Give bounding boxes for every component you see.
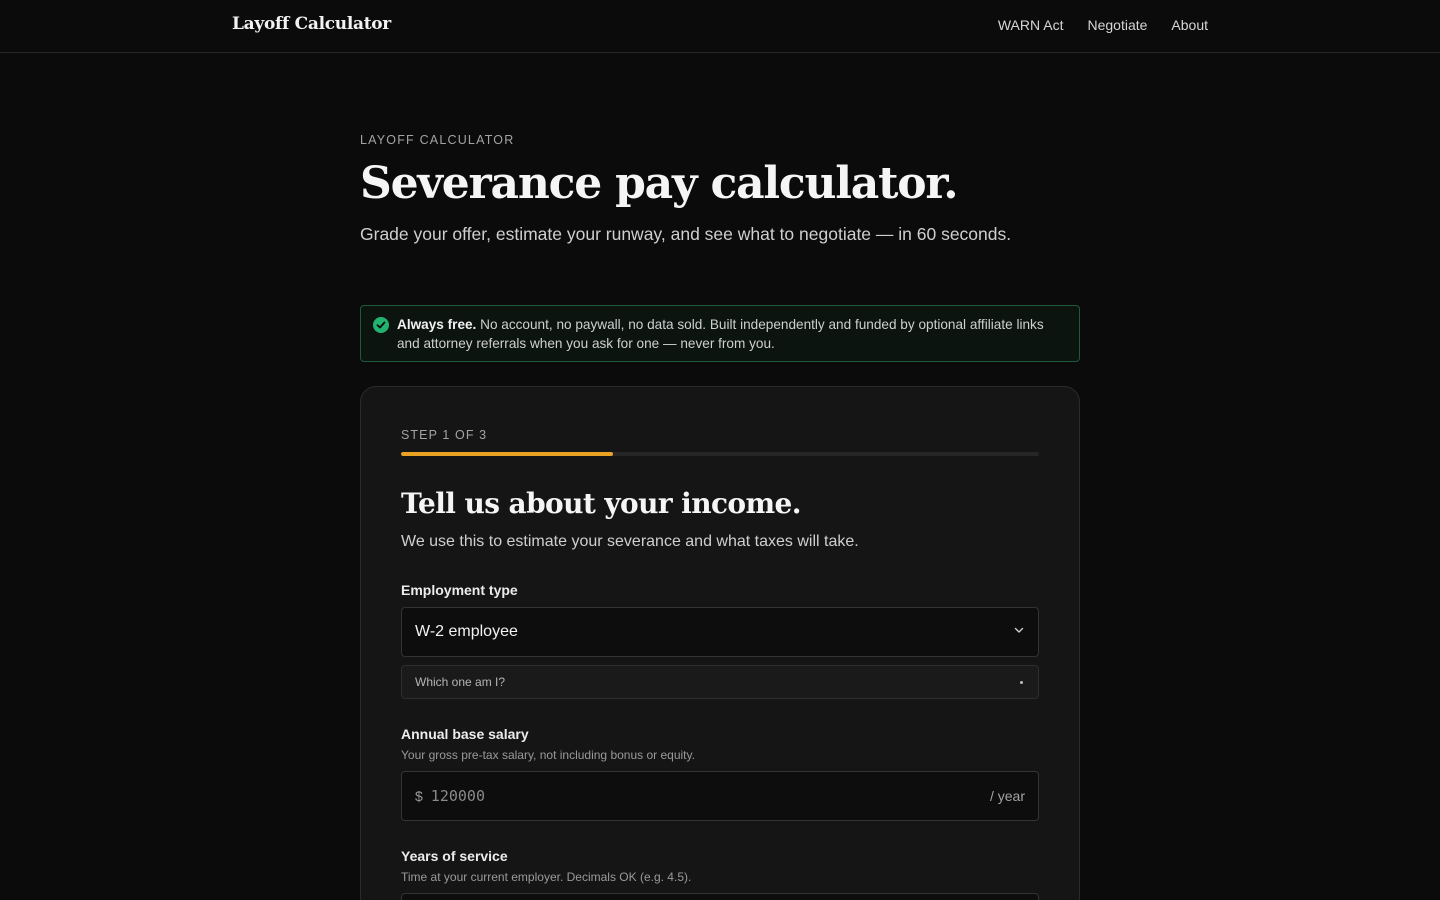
- which-one-select[interactable]: [401, 665, 1039, 699]
- top-bar: [0, 0, 1440, 53]
- nav-negotiate[interactable]: Negotiate: [1087, 17, 1148, 33]
- step-indicator: STEP 1 OF 3: [401, 428, 488, 442]
- main-nav: [998, 17, 1208, 33]
- brand-logo[interactable]: Layoff Calculator: [232, 14, 391, 34]
- currency-prefix: $: [415, 788, 423, 804]
- employment-type-select[interactable]: [401, 607, 1039, 657]
- free-notice: [360, 305, 1080, 362]
- chevron-down-icon: [1013, 623, 1025, 641]
- page-subtitle: Grade your offer, estimate your runway, and see what to negotiate — in 60 seconds.: [360, 224, 1012, 244]
- notice-bold: Always free.: [397, 317, 477, 332]
- employment-type-label: Employment type: [401, 582, 518, 598]
- employment-type-value: W-2 employee: [415, 623, 518, 640]
- check-circle-icon: [373, 317, 389, 333]
- salary-suffix: / year: [989, 788, 1025, 804]
- progress-bar: [401, 452, 1039, 456]
- page-title: Severance pay calculator.: [360, 158, 958, 209]
- years-input[interactable]: [401, 893, 1039, 900]
- progress-fill: [401, 452, 613, 456]
- eyebrow-label: LAYOFF CALCULATOR: [360, 133, 515, 147]
- nav-warn-act[interactable]: WARN Act: [997, 17, 1064, 33]
- salary-field: [401, 771, 1039, 821]
- step-subtitle: We use this to estimate your severance and what taxes will take.: [401, 533, 859, 550]
- years-hint: Time at your current employer. Decimals OK (e.g. 4.5).: [401, 870, 692, 884]
- dropdown-dot-icon: [1020, 681, 1023, 684]
- salary-hint: Your gross pre-tax salary, not including bonus or equity.: [401, 748, 695, 762]
- step-title: Tell us about your income.: [401, 487, 801, 520]
- salary-label: Annual base salary: [401, 726, 529, 742]
- notice-text: No account, no paywall, no data sold. Built independently and funded by optional affiliate links and attorney referrals when you ask for one — never from you.: [397, 317, 1044, 351]
- salary-input[interactable]: [431, 787, 990, 805]
- nav-about[interactable]: About: [1171, 17, 1208, 33]
- which-one-text: Which one am I?: [415, 675, 506, 689]
- calculator-card: [360, 386, 1080, 900]
- years-label: Years of service: [401, 848, 508, 864]
